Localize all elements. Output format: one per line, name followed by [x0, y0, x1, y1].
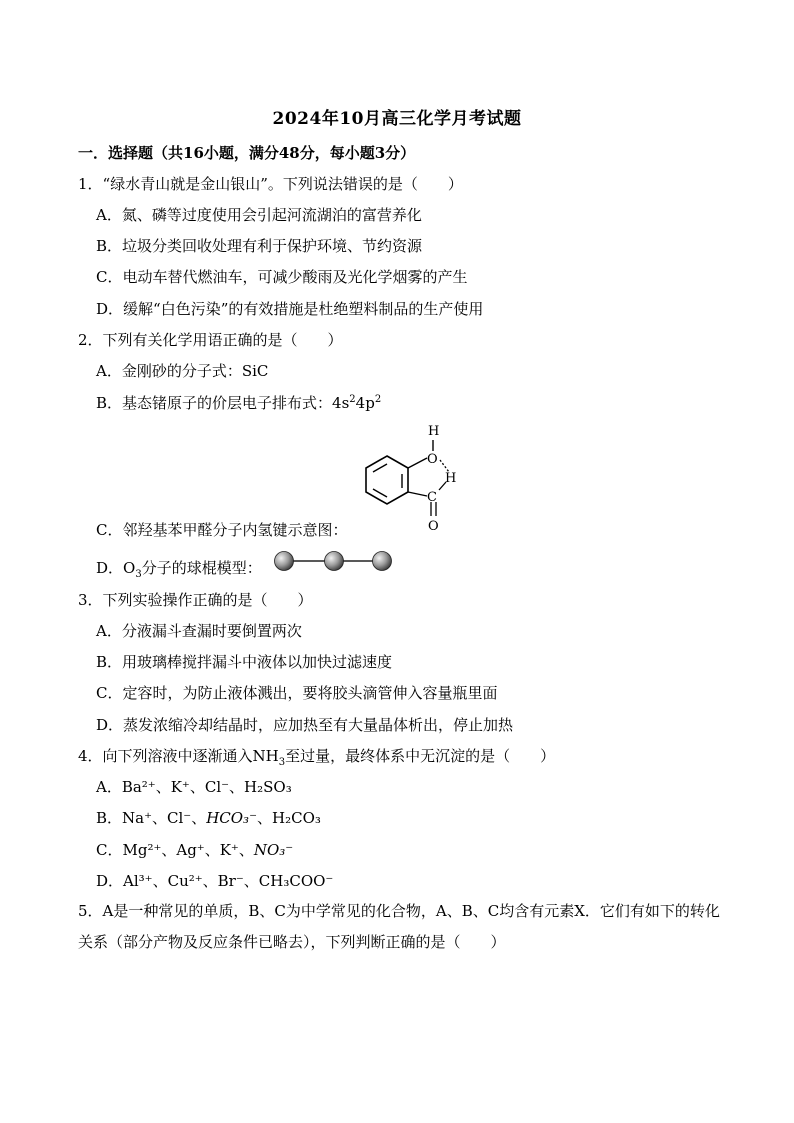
- question-2-stem: 2．下列有关化学用语正确的是（ ）: [78, 331, 343, 349]
- section-heading: 一．选择题（共16小题，满分48分，每小题3分）: [78, 144, 416, 162]
- question-4-option-a: A．Ba²⁺、K⁺、Cl⁻、H₂SO₃: [96, 778, 292, 796]
- struct-c: C: [427, 490, 437, 505]
- question-1-option-b: B．垃圾分类回收处理有利于保护环境、节约资源: [96, 237, 423, 255]
- question-1-option-d: D．缓解“白色污染”的有效措施是杜绝塑料制品的生产使用: [96, 300, 484, 318]
- struct-o-bottom: O: [428, 519, 439, 534]
- question-5-stem: 5．A是一种常见的单质，B、C为中学常见的化合物，A、B、C均含有元素X．它们有如下的转化关系（部分产物及反应条件已略去），下列判断正确的是（ ）: [78, 902, 720, 951]
- question-2-option-c: C．邻羟基苯甲醛分子内氢键示意图：: [96, 521, 348, 539]
- struct-h-right: H: [445, 471, 457, 486]
- struct-o-top: O: [427, 452, 438, 467]
- question-1-option-c: C．电动车替代燃油车，可减少酸雨及光化学烟雾的产生: [96, 268, 468, 286]
- question-4-option-c: C．Mg²⁺、Ag⁺、K⁺、NO₃⁻: [96, 841, 294, 859]
- salicylaldehyde-hbond-diagram: [355, 418, 465, 538]
- question-2-option-d: D．$O_3$分子的球棍模型：: [96, 559, 262, 580]
- question-1-option-a: A．氮、磷等过度使用会引起河流湖泊的富营养化: [96, 206, 422, 224]
- question-3-option-a: A．分液漏斗查漏时要倒置两次: [96, 622, 302, 640]
- question-1-stem: 1．“绿水青山就是金山银山”。下列说法错误的是（ ）: [78, 175, 463, 193]
- question-4-stem: 4．向下列溶液中逐渐通入$NH_3$至过量，最终体系中无沉淀的是（ ）: [78, 747, 556, 768]
- question-2-option-b: B．基态锗原子的价层电子排布式：$4s^24p^2$: [96, 394, 382, 412]
- question-2-option-a: A．金刚砂的分子式：SiC: [96, 362, 269, 380]
- question-4-option-b: B．Na⁺、Cl⁻、HCO₃⁻、H₂CO₃: [96, 809, 321, 827]
- page-title: 2024年10月高三化学月考试题: [272, 109, 522, 129]
- question-4-option-d: D．Al³⁺、Cu²⁺、Br⁻、CH₃COO⁻: [96, 872, 334, 890]
- question-3-option-b: B．用玻璃棒搅拌漏斗中液体以加快过滤速度: [96, 653, 393, 671]
- question-3-option-c: C．定容时，为防止液体溅出，要将胶头滴管伸入容量瓶里面: [96, 684, 498, 702]
- question-3-stem: 3．下列实验操作正确的是（ ）: [78, 591, 313, 609]
- question-3-option-d: D．蒸发浓缩冷却结晶时，应加热至有大量晶体析出，停止加热: [96, 716, 514, 734]
- o3-ball-stick-model: [272, 549, 396, 573]
- struct-h-top: H: [428, 424, 440, 439]
